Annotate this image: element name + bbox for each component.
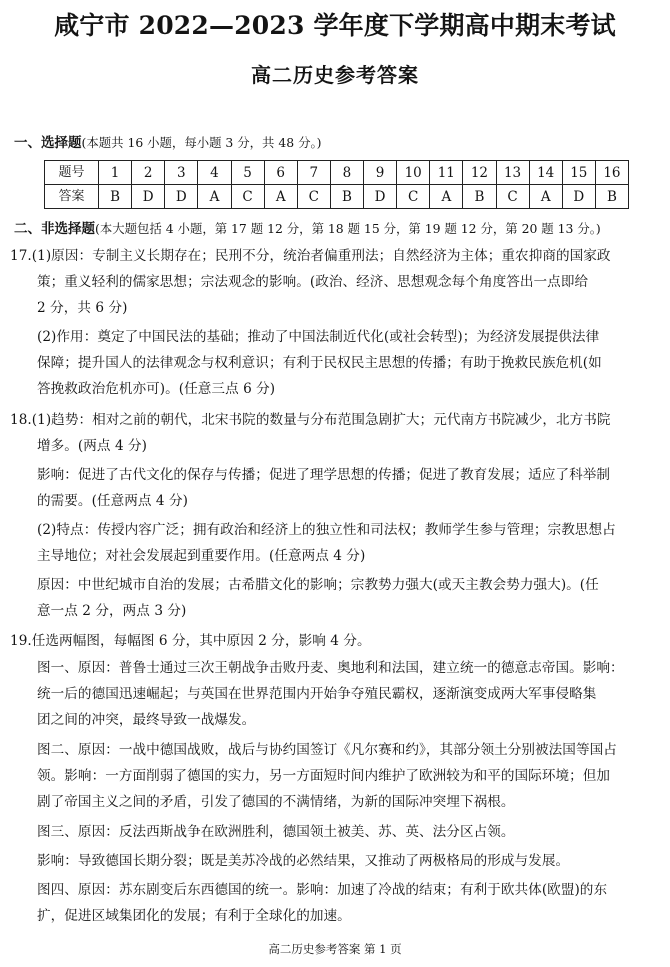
answer-line: (2)作用：奠定了中国民法的基础；推动了中国法制近代化(或社会转型)；为经济发展提供法律 (37, 329, 600, 345)
answer-line: 18.(1)趋势：相对之前的朝代，北宋书院的数量与分布范围急剧扩大；元代南方书院减少，北方书院 (10, 412, 611, 428)
question-number: 7 (297, 161, 330, 185)
answer-line: 影响：促进了古代文化的保存与传播；促进了理学思想的传播；促进了教育发展；适应了科举制 (37, 467, 611, 483)
answer-line: 图三、原因：反法西斯战争在欧洲胜利，德国领土被美、苏、英、法分区占领。 (37, 824, 515, 840)
answer-cell: B (595, 185, 628, 209)
answer-line: 图一、原因：普鲁士通过三次王朝战争击败丹麦、奥地利和法国，建立统一的德意志帝国。影响： (37, 660, 624, 676)
answer-line: 主导地位；对社会发展起到重要作用。(任意两点 4 分) (37, 548, 366, 564)
answer-cell: D (562, 185, 595, 209)
answer-line: 团之间的冲突，最终导致一战爆发。 (37, 712, 256, 728)
question-number: 14 (529, 161, 562, 185)
question-number: 12 (463, 161, 496, 185)
question-number: 3 (165, 161, 198, 185)
section-2-heading: 二、非选择题 (14, 221, 95, 237)
answer-line: 原因：中世纪城市自治的发展；古希腊文化的影响；宗教势力强大(或天主教会势力强大)。(任 (37, 577, 599, 593)
answer-line: 2 分，共 6 分) (37, 300, 128, 316)
answer-table-answer-row (45, 185, 629, 209)
section-1-heading-row (14, 133, 322, 153)
answer-cell: A (430, 185, 463, 209)
answer-cell: D (165, 185, 198, 209)
answer-table-number-row (45, 161, 629, 185)
question-number: 6 (264, 161, 297, 185)
section-1-note: (本题共 16 小题，每小题 3 分，共 48 分。) (81, 135, 322, 150)
question-number: 10 (397, 161, 430, 185)
answer-cell: C (496, 185, 529, 209)
answer-line: 图四、原因：苏东剧变后东西德国的统一。影响：加速了冷战的结束；有利于欧共体(欧盟)的东 (37, 882, 608, 898)
answer-cell: A (264, 185, 297, 209)
question-number: 11 (430, 161, 463, 185)
answer-cell: A (529, 185, 562, 209)
section-1-heading: 一、选择题 (14, 135, 82, 151)
question-number: 8 (330, 161, 363, 185)
answer-line: 保障；提升国人的法律观念与权利意识；有利于民权民主思想的传播；有助于挽救民族危机(如 (37, 355, 602, 371)
answer-line: (2)特点：传授内容广泛；拥有政治和经济上的独立性和司法权；教师学生参与管理；宗教思想占 (37, 522, 616, 538)
answer-line: 领。影响：一方面削弱了德国的实力，另一方面短时间内维护了欧洲较为和平的国际环境；但加 (37, 768, 611, 784)
answer-line: 图二、原因：一战中德国战败，战后与协约国签订《凡尔赛和约》，其部分领土分别被法国等国占 (37, 742, 617, 758)
question-number: 2 (132, 161, 165, 185)
answer-line: 剧了帝国主义之间的矛盾，引发了德国的不满情绪，为新的国际冲突埋下祸根。 (37, 794, 515, 810)
answer-cell: D (364, 185, 397, 209)
answer-line: 答挽救政治危机亦可)。(任意三点 6 分) (37, 381, 276, 397)
section-2-heading-row (14, 219, 601, 239)
answer-line: 意一点 2 分，两点 3 分) (37, 603, 187, 619)
question-number: 5 (231, 161, 264, 185)
answer-line: 增多。(两点 4 分) (37, 438, 148, 454)
section-2-note: (本大题包括 4 小题，第 17 题 12 分，第 18 题 15 分，第 19 题 12 分，第 20 题 13 分。) (95, 221, 601, 236)
answer-line: 19.任选两幅图，每幅图 6 分，其中原因 2 分，影响 4 分。 (10, 633, 371, 649)
answer-cell: B (330, 185, 363, 209)
answer-line: 统一后的德国迅速崛起；与英国在世界范围内开始争夺殖民霸权，逐渐演变成两大军事侵略集 (37, 686, 597, 702)
answer-line: 的需要。(任意两点 4 分) (37, 493, 188, 509)
table-row-label: 题号 (45, 161, 99, 185)
answer-cell: B (99, 185, 132, 209)
question-number: 1 (99, 161, 132, 185)
answer-cell: C (231, 185, 264, 209)
page-footer: 高二历史参考答案 第 1 页 (268, 942, 402, 956)
answer-cell: A (198, 185, 231, 209)
answer-cell: C (397, 185, 430, 209)
answer-line: 17.(1)原因：专制主义长期存在；民刑不分，统治者偏重刑法；自然经济为主体；重农抑商的国家政 (10, 248, 611, 264)
answer-cell: C (297, 185, 330, 209)
answer-line: 策；重义轻利的儒家思想；宗法观念的影响。(政治、经济、思想观念每个角度答出一点即给 (37, 274, 589, 290)
question-number: 9 (364, 161, 397, 185)
page-subtitle: 高二历史参考答案 (251, 63, 419, 87)
question-number: 4 (198, 161, 231, 185)
answer-table (44, 160, 629, 209)
table-row-label: 答案 (45, 185, 99, 209)
answer-cell: D (132, 185, 165, 209)
question-number: 16 (595, 161, 628, 185)
question-number: 15 (562, 161, 595, 185)
question-number: 13 (496, 161, 529, 185)
answer-cell: B (463, 185, 496, 209)
page-title: 咸宁市 2022—2023 学年度下学期高中期末考试 (54, 11, 616, 40)
answer-line: 影响：导致德国长期分裂；既是美苏冷战的必然结果，又推动了两极格局的形成与发展。 (37, 853, 570, 869)
answer-line: 扩，促进区域集团化的发展；有利于全球化的加速。 (37, 908, 351, 924)
